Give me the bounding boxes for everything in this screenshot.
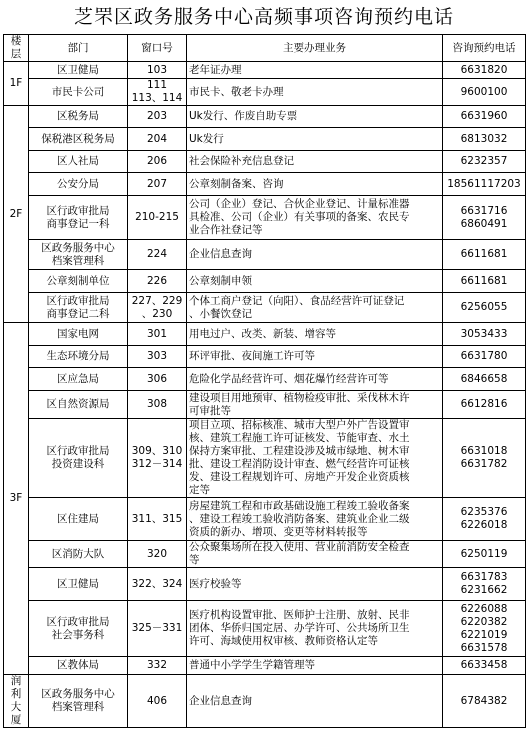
phone-cell — [443, 541, 526, 568]
business-cell-line: 建设项目用地预审、植物检疫审批、采伐林木许 — [189, 391, 410, 404]
table-row — [4, 657, 526, 675]
dept-cell-line: 区政务服务中心 — [41, 688, 115, 700]
window-cell — [128, 368, 187, 391]
business-cell-line: Uk发行、作废自助专票 — [189, 110, 298, 122]
dept-cell — [29, 173, 128, 196]
table-row — [4, 498, 526, 541]
phone-directory-table — [3, 34, 526, 728]
phone-cell — [443, 323, 526, 346]
phone-cell-line: 6631820 — [460, 63, 508, 76]
table-row — [4, 601, 526, 657]
phone-cell-line: 6631960 — [460, 110, 508, 122]
phone-cell-line: 6846658 — [460, 372, 508, 385]
dept-cell — [29, 196, 128, 240]
phone-cell-line: 18561117203 — [447, 177, 521, 190]
business-cell — [187, 173, 443, 196]
phone-cell-line: 6631780 — [460, 350, 508, 362]
header-business: 主要办理业务 — [187, 35, 443, 62]
dept-cell-line: 区行政审批局 — [46, 294, 110, 307]
business-cell-line: 批、建设工程消防设计审查、燃气经营许可证核 — [189, 458, 410, 470]
dept-cell — [29, 657, 128, 675]
phone-cell-line: 6231662 — [460, 584, 508, 596]
dept-cell-line: 区卫健局 — [57, 63, 99, 76]
dept-cell-line: 公安分局 — [57, 177, 99, 190]
phone-cell — [443, 391, 526, 419]
dept-cell-line: 区消防大队 — [51, 547, 105, 560]
dept-cell-line: 保税港区税务局 — [41, 132, 115, 145]
dept-cell-line: 区教体局 — [57, 659, 99, 671]
phone-cell-line: 6221019 — [460, 628, 508, 641]
window-cell — [128, 270, 187, 293]
window-cell-line: 320 — [146, 547, 168, 560]
phone-cell-line: 6631716 — [460, 204, 508, 217]
header-window: 窗口号 — [128, 35, 187, 62]
phone-cell-line: 6226018 — [460, 519, 508, 531]
business-cell — [187, 240, 443, 270]
dept-cell-line: 档案管理科 — [51, 701, 105, 713]
phone-cell-line: 6813032 — [460, 132, 508, 145]
table-row — [4, 173, 526, 196]
window-cell — [128, 173, 187, 196]
table-row — [4, 196, 526, 240]
business-cell-line: 公司（企业）登记、合伙企业登记、计量标准器 — [189, 198, 410, 210]
window-cell-line: 308 — [146, 398, 168, 410]
window-cell — [128, 498, 187, 541]
business-cell-line: 等 — [189, 554, 200, 566]
business-cell-line: 普通中小学学生学籍管理等 — [189, 659, 315, 671]
dept-cell-line: 区住建局 — [57, 512, 99, 525]
table-row — [4, 240, 526, 270]
window-cell — [128, 391, 187, 419]
dept-cell-line: 区行政审批局 — [46, 615, 110, 628]
phone-cell-line: 6633458 — [460, 659, 508, 671]
window-cell — [128, 196, 187, 240]
phone-cell — [443, 657, 526, 675]
business-cell — [187, 293, 443, 323]
business-cell-line: 、小餐饮登记 — [189, 307, 252, 320]
phone-cell — [443, 293, 526, 323]
phone-cell — [443, 196, 526, 240]
business-cell — [187, 62, 443, 79]
phone-cell — [443, 240, 526, 270]
dept-cell — [29, 568, 128, 601]
dept-cell — [29, 675, 128, 728]
table-row — [4, 293, 526, 323]
business-cell-line: 保持方案审批、工程建设涉及城市绿地、树木审 — [189, 445, 410, 457]
business-cell — [187, 79, 443, 106]
window-cell-line: 226 — [146, 274, 168, 287]
business-cell-line: 项目立项、招标核准、城市大型户外广告设置审 — [189, 419, 410, 431]
dept-cell — [29, 498, 128, 541]
window-cell-line: 103 — [146, 63, 168, 76]
dept-cell-line: 区自然资源局 — [46, 398, 110, 410]
table-row — [4, 106, 526, 128]
phone-cell — [443, 270, 526, 293]
business-cell — [187, 601, 443, 657]
table-row — [4, 128, 526, 151]
dept-cell — [29, 323, 128, 346]
table-row — [4, 541, 526, 568]
window-cell — [128, 106, 187, 128]
business-cell-line: 公章刻制申领 — [189, 274, 252, 287]
phone-cell-line: 6220382 — [460, 615, 508, 628]
floor-cell: 2F — [4, 106, 29, 323]
window-cell — [128, 151, 187, 173]
table-row — [4, 368, 526, 391]
business-cell-line: 许可、海域使用权审核、教师资格认定等 — [189, 635, 378, 647]
window-cell — [128, 240, 187, 270]
phone-cell-line: 6612816 — [460, 398, 508, 410]
business-cell-line: 业合作社登记等 — [189, 224, 263, 236]
window-cell-line: 206 — [146, 155, 168, 167]
phone-cell-line: 6232357 — [460, 155, 508, 167]
window-cell-line: 207 — [146, 177, 168, 190]
phone-cell-line: 6611681 — [460, 248, 508, 260]
phone-cell-line: 6860491 — [460, 217, 508, 230]
floor-cell: 1F — [4, 62, 29, 106]
window-cell — [128, 419, 187, 498]
business-cell-line: 定等 — [189, 484, 210, 496]
dept-cell — [29, 293, 128, 323]
table-row — [4, 419, 526, 498]
phone-cell — [443, 106, 526, 128]
dept-cell-line: 区税务局 — [57, 110, 99, 122]
dept-cell-line: 国家电网 — [57, 327, 99, 340]
table-header-row — [4, 35, 526, 62]
business-cell — [187, 368, 443, 391]
business-cell — [187, 541, 443, 568]
window-cell-line: 309、310 — [131, 445, 183, 457]
window-cell-line: 301 — [146, 327, 168, 340]
business-cell — [187, 151, 443, 173]
window-cell-line: 227、229 — [131, 294, 183, 307]
window-cell — [128, 675, 187, 728]
dept-cell — [29, 391, 128, 419]
table-body — [4, 62, 526, 728]
phone-cell-line: 6631578 — [460, 641, 508, 654]
phone-cell — [443, 601, 526, 657]
window-cell — [128, 346, 187, 368]
phone-cell-line: 6256055 — [460, 301, 508, 313]
window-cell — [128, 62, 187, 79]
window-cell — [128, 293, 187, 323]
phone-cell-line: 6226088 — [460, 602, 508, 615]
window-cell-line: 111 — [146, 79, 168, 91]
business-cell — [187, 346, 443, 368]
window-cell — [128, 79, 187, 106]
phone-cell — [443, 368, 526, 391]
business-cell-line: 社会保险补充信息登记 — [189, 155, 294, 167]
window-cell-line: 113、114 — [131, 92, 183, 104]
floor-cell: 3F — [4, 323, 29, 675]
business-cell — [187, 391, 443, 419]
window-cell-line: 210-215 — [135, 211, 179, 223]
dept-cell-line: 生态环境分局 — [46, 350, 110, 362]
dept-cell-line: 商事登记一科 — [46, 217, 110, 230]
table-row — [4, 270, 526, 293]
business-cell-line: 老年证办理 — [189, 63, 242, 76]
window-cell-line: 311、315 — [131, 512, 183, 525]
dept-cell — [29, 128, 128, 151]
dept-cell — [29, 106, 128, 128]
phone-cell — [443, 79, 526, 106]
phone-cell-line: 6631783 — [460, 571, 508, 583]
business-cell-line: 具检准、公司（企业）有关事项的备案、农民专 — [189, 211, 410, 223]
business-cell-line: 公章刻制备案、咨询 — [189, 177, 284, 190]
window-cell-line: 312－314 — [131, 458, 183, 470]
window-cell-line: 325－331 — [131, 622, 183, 634]
dept-cell — [29, 346, 128, 368]
dept-cell-line: 区政务服务中心 — [41, 241, 115, 254]
dept-cell — [29, 368, 128, 391]
window-cell — [128, 601, 187, 657]
business-cell — [187, 106, 443, 128]
table-row — [4, 346, 526, 368]
dept-cell — [29, 79, 128, 106]
table-row — [4, 323, 526, 346]
business-cell — [187, 568, 443, 601]
table-row — [4, 79, 526, 106]
dept-cell-line: 区卫健局 — [57, 577, 99, 590]
dept-cell — [29, 62, 128, 79]
phone-cell — [443, 173, 526, 196]
business-cell-line: 医疗校验等 — [189, 577, 242, 590]
business-cell-line: 核、建筑工程施工许可证核发、节能审查、水土 — [189, 432, 410, 444]
window-cell-line: 322、324 — [131, 577, 183, 590]
phone-cell-line: 6631018 — [460, 445, 508, 457]
window-cell — [128, 568, 187, 601]
business-cell — [187, 323, 443, 346]
page-title: 芝罘区政务服务中心高频事项咨询预约电话 — [73, 6, 454, 28]
business-cell-line: 企业信息查询 — [189, 694, 252, 707]
business-cell — [187, 419, 443, 498]
business-cell-line: 环评审批、夜间施工许可等 — [189, 350, 315, 362]
header-floor: 楼层 — [4, 35, 29, 62]
dept-cell — [29, 270, 128, 293]
dept-cell-line: 投资建设科 — [51, 458, 105, 470]
phone-cell-line: 6784382 — [460, 694, 508, 707]
dept-cell-line: 社会事务科 — [51, 628, 105, 641]
business-cell-line: 可审批等 — [189, 404, 231, 417]
dept-cell — [29, 601, 128, 657]
window-cell — [128, 657, 187, 675]
window-cell-line: 224 — [146, 248, 168, 260]
business-cell-line: 企业信息查询 — [189, 248, 252, 260]
business-cell — [187, 675, 443, 728]
business-cell — [187, 498, 443, 541]
dept-cell — [29, 240, 128, 270]
dept-cell-line: 区行政审批局 — [46, 204, 110, 217]
phone-cell-line: 6250119 — [460, 547, 508, 560]
table-row — [4, 62, 526, 79]
business-cell — [187, 657, 443, 675]
dept-cell-line: 市民卡公司 — [51, 85, 105, 98]
window-cell-line: 406 — [146, 694, 168, 707]
business-cell-line: Uk发行 — [189, 132, 224, 145]
window-cell-line: 、230 — [141, 307, 173, 320]
dept-cell — [29, 151, 128, 173]
phone-cell-line: 6611681 — [460, 274, 508, 287]
business-cell-line: 公众聚集场所在投入使用、营业前消防安全检查 — [189, 541, 410, 553]
phone-cell — [443, 675, 526, 728]
phone-cell — [443, 419, 526, 498]
window-cell-line: 332 — [146, 659, 168, 671]
phone-cell — [443, 346, 526, 368]
phone-cell-line: 6631782 — [460, 458, 508, 470]
phone-cell — [443, 128, 526, 151]
dept-cell — [29, 541, 128, 568]
table-row — [4, 568, 526, 601]
dept-cell-line: 公章刻制单位 — [46, 274, 110, 287]
phone-cell-line: 3053433 — [460, 327, 508, 340]
dept-cell-line: 区应急局 — [57, 372, 99, 385]
dept-cell — [29, 419, 128, 498]
dept-cell-line: 档案管理科 — [51, 254, 105, 267]
window-cell-line: 303 — [146, 350, 168, 362]
window-cell — [128, 128, 187, 151]
business-cell-line: 团体、华侨归国定居、办学许可、公共场所卫生 — [189, 622, 410, 634]
window-cell — [128, 323, 187, 346]
phone-cell — [443, 498, 526, 541]
window-cell-line: 204 — [146, 132, 168, 145]
business-cell — [187, 128, 443, 151]
floor-cell: 润利大厦 — [4, 675, 29, 728]
window-cell-line: 306 — [146, 372, 168, 385]
business-cell-line: 资质的新办、增项、变更等材料转报等 — [189, 525, 368, 538]
table-row — [4, 675, 526, 728]
phone-cell — [443, 62, 526, 79]
dept-cell-line: 区行政审批局 — [46, 445, 110, 457]
business-cell-line: 发、建设工程规划许可、房地产开发企业资质核 — [189, 471, 410, 483]
header-phone: 咨询预约电话 — [443, 35, 526, 62]
header-dept: 部门 — [29, 35, 128, 62]
business-cell-line: 市民卡、敬老卡办理 — [189, 85, 284, 98]
table-row — [4, 391, 526, 419]
business-cell-line: 用电过户、改类、新装、增容等 — [189, 327, 336, 340]
business-cell-line: 房屋建筑工程和市政基础设施工程竣工验收备案 — [189, 499, 410, 512]
phone-cell — [443, 568, 526, 601]
business-cell-line: 危险化学品经营许可、烟花爆竹经营许可等 — [189, 372, 389, 385]
window-cell — [128, 541, 187, 568]
table-row — [4, 151, 526, 173]
business-cell-line: 、建设工程竣工验收消防备案、建筑业企业二级 — [189, 512, 410, 525]
business-cell — [187, 270, 443, 293]
business-cell — [187, 196, 443, 240]
business-cell-line: 医疗机构设置审批、医师护士注册、放射、民非 — [189, 609, 410, 621]
dept-cell-line: 商事登记二科 — [46, 307, 110, 320]
window-cell-line: 203 — [146, 110, 168, 122]
dept-cell-line: 区人社局 — [57, 155, 99, 167]
business-cell-line: 个体工商户登记（向阳）、食品经营许可证登记 — [189, 294, 405, 307]
phone-cell — [443, 151, 526, 173]
phone-cell-line: 6235376 — [460, 506, 508, 518]
phone-cell-line: 9600100 — [460, 85, 508, 98]
